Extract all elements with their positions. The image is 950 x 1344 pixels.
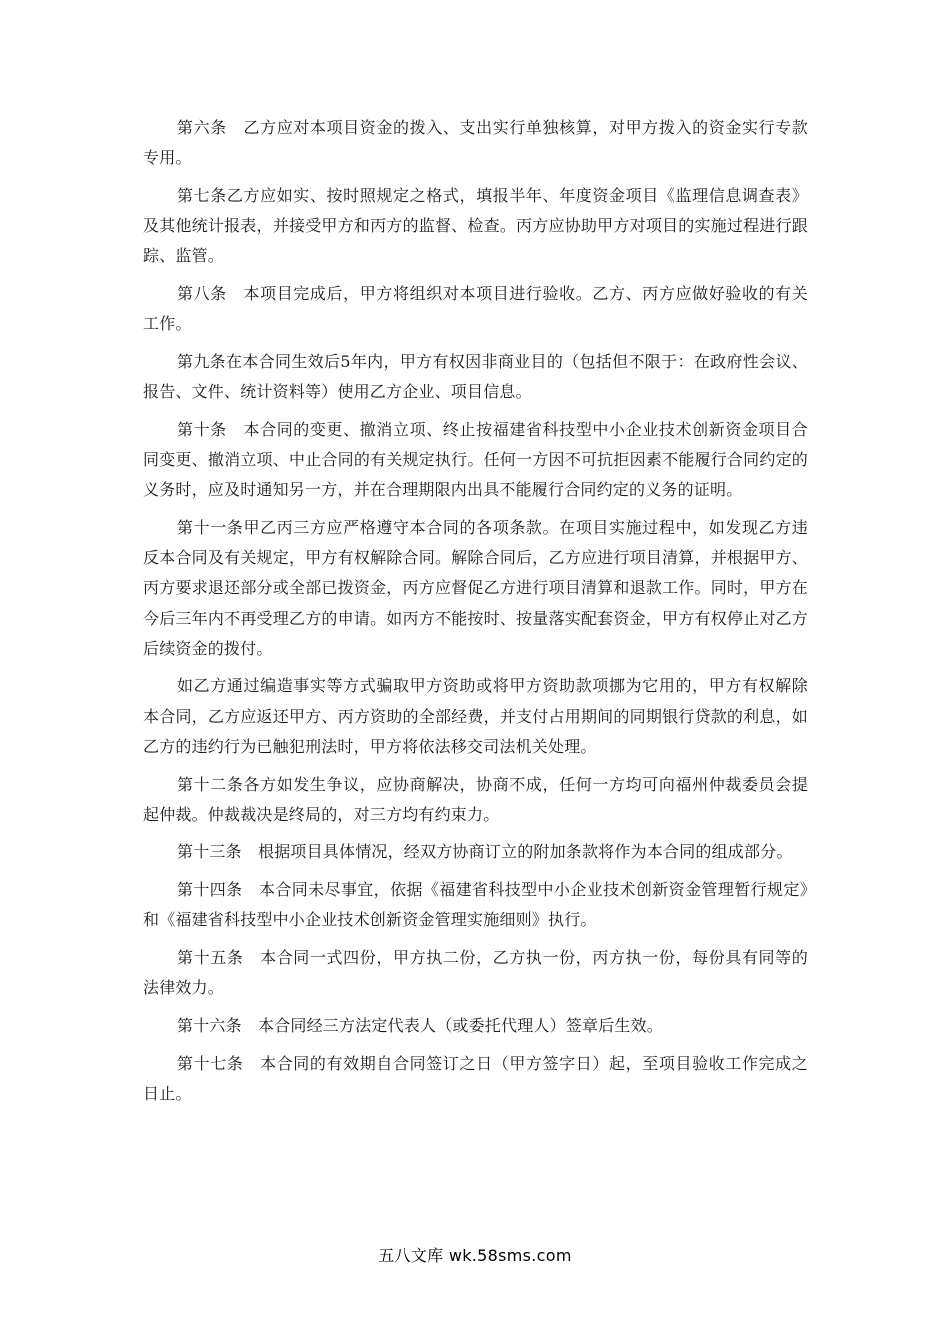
clause-7: 第七条乙方应如实、按时照规定之格式，填报半年、年度资金项目《监理信息调查表》及其他统计报表，并接受甲方和丙方的监督、检查。丙方应协助甲方对项目的实施过程进行跟踪、监管。 [143, 185, 808, 266]
clause-17: 第十七条 本合同的有效期自合同签订之日（甲方签字日）起，至项目验收工作完成之日止。 [143, 1053, 808, 1103]
clause-13: 第十三条 根据项目具体情况，经双方协商订立的附加条款将作为本合同的组成部分。 [177, 842, 793, 862]
clause-15: 第十五条 本合同一式四份，甲方执二份，乙方执一份，丙方执一份，每份具有同等的法律效力。 [143, 948, 808, 998]
clause-10: 第十条 本合同的变更、撤消立项、终止按福建省科技型中小企业技术创新资金项目合同变更、撤消立项、中止合同的有关规定执行。任何一方因不可抗拒因素不能履行合同约定的义务时，应及时通知另一方，并在合理期限内出具不能履行合同约定的义务的证明。 [143, 419, 808, 500]
contract-body [143, 113, 808, 1117]
page-footer-watermark: 五八文库 wk.58sms.com [378, 1246, 572, 1265]
clause-11: 第十一条甲乙丙三方应严格遵守本合同的各项条款。在项目实施过程中，如发现乙方违反本合同及有关规定，甲方有权解除合同。解除合同后，乙方应进行项目清算，并根据甲方、丙方要求退还部分或全部已拨资金，丙方应督促乙方进行项目清算和退款工作。同时，甲方在今后三年内不再受理乙方的申请。如丙方不能按时、按量落实配套资金，甲方有权停止对乙方后续资金的拨付。 [143, 517, 808, 658]
clause-16: 第十六条 本合同经三方法定代表人（或委托代理人）签章后生效。 [177, 1015, 664, 1035]
clause-8: 第八条 本项目完成后，甲方将组织对本项目进行验收。乙方、丙方应做好验收的有关工作。 [143, 284, 808, 334]
clause-11-supplement: 如乙方通过编造事实等方式骗取甲方资助或将甲方资助款项挪为它用的，甲方有权解除本合同，乙方应返还甲方、丙方资助的全部经费，并支付占用期间的同期银行贷款的利息，如乙方的违约行为已触犯刑法时，甲方将依法移交司法机关处理。 [143, 676, 808, 756]
clause-12: 第十二条各方如发生争议，应协商解决，协商不成，任何一方均可向福州仲裁委员会提起仲裁。仲裁裁决是终局的，对三方均有约束力。 [143, 774, 808, 824]
clause-6: 第六条 乙方应对本项目资金的拨入、支出实行单独核算，对甲方拨入的资金实行专款专用。 [143, 118, 808, 168]
clause-14: 第十四条 本合同未尽事宜，依据《福建省科技型中小企业技术创新资金管理暂行规定》和《福建省科技型中小企业技术创新资金管理实施细则》执行。 [143, 880, 808, 930]
clause-9: 第九条在本合同生效后5年内，甲方有权因非商业目的（包括但不限于：在政府性会议、报告、文件、统计资料等）使用乙方企业、项目信息。 [143, 351, 808, 402]
